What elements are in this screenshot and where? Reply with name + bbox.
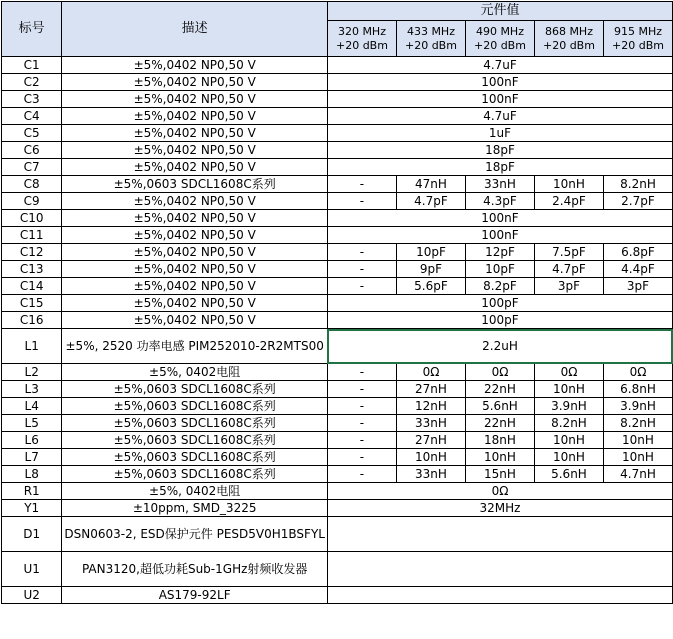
cell-value-band-2[interactable]: 4.7pF — [396, 193, 465, 210]
table-row — [2, 295, 673, 312]
header-band-5[interactable] — [603, 21, 672, 57]
cell-description[interactable]: ±5%,0402 NP0,50 V — [62, 125, 328, 142]
header-band-2[interactable] — [396, 21, 465, 57]
bom-table-wrapper — [1, 1, 673, 604]
cell-value-all-bands[interactable]: 18pF — [327, 159, 672, 176]
cell-value-band-1[interactable]: - — [327, 261, 396, 278]
cell-description[interactable]: ±5%,0603 SDCL1608C系列 — [62, 176, 328, 193]
cell-value-band-4[interactable]: 7.5pF — [534, 244, 603, 261]
table-row — [2, 398, 673, 415]
cell-id[interactable]: C16 — [2, 312, 62, 329]
table-row — [2, 466, 673, 483]
band-frequency: 320 MHz — [337, 24, 386, 38]
cell-id[interactable]: C8 — [2, 176, 62, 193]
table-row — [2, 108, 673, 125]
cell-id[interactable]: C9 — [2, 193, 62, 210]
cell-description[interactable]: ±5%,0402 NP0,50 V — [62, 312, 328, 329]
table-row — [2, 210, 673, 227]
cell-description[interactable]: ±5%,0402 NP0,50 V — [62, 74, 328, 91]
table-row — [2, 125, 673, 142]
cell-id[interactable]: C13 — [2, 261, 62, 278]
table-body — [2, 57, 673, 604]
cell-value-band-3[interactable]: 4.3pF — [465, 193, 534, 210]
cell-value-band-5[interactable]: 3.9nH — [603, 398, 672, 415]
cell-id[interactable]: U2 — [2, 587, 62, 604]
cell-description[interactable]: ±10ppm, SMD_3225 — [62, 500, 328, 517]
cell-value-band-4[interactable]: 10nH — [534, 449, 603, 466]
table-row — [2, 329, 673, 364]
cell-value-band-4[interactable]: 3.9nH — [534, 398, 603, 415]
cell-value-band-5[interactable]: 0Ω — [603, 364, 672, 381]
cell-value-band-5[interactable]: 4.4pF — [603, 261, 672, 278]
table-row — [2, 364, 673, 381]
header-id[interactable]: 标号 — [2, 2, 62, 57]
cell-description[interactable]: ±5%,0402 NP0,50 V — [62, 295, 328, 312]
cell-description[interactable]: ±5%,0402 NP0,50 V — [62, 227, 328, 244]
cell-value-band-4[interactable]: 10nH — [534, 176, 603, 193]
table-row — [2, 261, 673, 278]
cell-value-band-3[interactable]: 10nH — [465, 449, 534, 466]
cell-value-band-1[interactable]: - — [327, 176, 396, 193]
table-row — [2, 432, 673, 449]
cell-value-band-1[interactable]: - — [327, 244, 396, 261]
cell-value-band-3[interactable]: 18nH — [465, 432, 534, 449]
table-row — [2, 517, 673, 552]
cell-id[interactable]: C6 — [2, 142, 62, 159]
cell-id[interactable]: C15 — [2, 295, 62, 312]
table-row — [2, 587, 673, 604]
cell-value-band-5[interactable]: 10nH — [603, 449, 672, 466]
cell-description[interactable]: ±5%,0402 NP0,50 V — [62, 108, 328, 125]
cell-description[interactable]: ±5%,0402 NP0,50 V — [62, 159, 328, 176]
cell-description[interactable]: ±5%,0402 NP0,50 V — [62, 261, 328, 278]
table-row — [2, 142, 673, 159]
bom-table — [1, 1, 673, 604]
cell-id[interactable]: C5 — [2, 125, 62, 142]
cell-description[interactable]: ±5%,0402 NP0,50 V — [62, 193, 328, 210]
cell-value-band-2[interactable]: 10pF — [396, 244, 465, 261]
cell-value-all-bands[interactable]: 0Ω — [327, 483, 672, 500]
cell-id[interactable]: C12 — [2, 244, 62, 261]
cell-description[interactable]: PAN3120,超低功耗Sub-1GHz射频收发器 — [62, 552, 328, 587]
cell-description[interactable]: AS179-92LF — [62, 587, 328, 604]
cell-id[interactable]: L5 — [2, 415, 62, 432]
table-row — [2, 552, 673, 587]
cell-value-band-4[interactable]: 10nH — [534, 381, 603, 398]
cell-description[interactable]: ±5%,0603 SDCL1608C系列 — [62, 449, 328, 466]
cell-value-band-5[interactable]: 8.2nH — [603, 176, 672, 193]
cell-value-all-bands[interactable]: 4.7uF — [327, 57, 672, 74]
cell-value-band-3[interactable]: 22nH — [465, 415, 534, 432]
cell-id[interactable]: L4 — [2, 398, 62, 415]
cell-value-band-5[interactable]: 10nH — [603, 432, 672, 449]
cell-value-band-1[interactable]: - — [327, 193, 396, 210]
cell-value-band-2[interactable]: 33nH — [396, 415, 465, 432]
cell-value-band-1[interactable]: - — [327, 381, 396, 398]
cell-value-band-2[interactable]: 27nH — [396, 432, 465, 449]
cell-value-band-2[interactable]: 9pF — [396, 261, 465, 278]
cell-id[interactable]: U1 — [2, 552, 62, 587]
band-power: +20 dBm — [335, 38, 388, 52]
table-row — [2, 193, 673, 210]
table-row — [2, 91, 673, 108]
cell-value-all-bands[interactable]: 100nF — [327, 91, 672, 108]
cell-description[interactable]: ±5%,0603 SDCL1608C系列 — [62, 415, 328, 432]
band-power: +20 dBm — [473, 38, 526, 52]
cell-value-all-bands[interactable]: 1uF — [327, 125, 672, 142]
cell-value-band-1[interactable]: - — [327, 364, 396, 381]
cell-value-band-4[interactable]: 0Ω — [534, 364, 603, 381]
cell-value-all-bands[interactable]: 100nF — [327, 210, 672, 227]
cell-description[interactable]: ±5%,0402 NP0,50 V — [62, 210, 328, 227]
cell-value-band-4[interactable]: 10nH — [534, 432, 603, 449]
cell-value-all-bands[interactable]: 18pF — [327, 142, 672, 159]
cell-value-band-2[interactable]: 33nH — [396, 466, 465, 483]
cell-value-band-1[interactable]: - — [327, 415, 396, 432]
band-frequency: 868 MHz — [544, 24, 593, 38]
cell-value-all-bands[interactable]: 100nF — [327, 74, 672, 91]
table-row — [2, 449, 673, 466]
cell-description[interactable]: ±5%,0603 SDCL1608C系列 — [62, 432, 328, 449]
cell-value-band-5[interactable]: 6.8nH — [603, 381, 672, 398]
cell-value-band-5[interactable]: 4.7nH — [603, 466, 672, 483]
cell-value-band-2[interactable]: 10nH — [396, 449, 465, 466]
table-row — [2, 312, 673, 329]
header-band-3[interactable] — [465, 21, 534, 57]
cell-value-all-bands[interactable]: 100pF — [327, 312, 672, 329]
cell-value-band-3[interactable]: 15nH — [465, 466, 534, 483]
cell-id[interactable]: C11 — [2, 227, 62, 244]
cell-value-band-3[interactable]: 10pF — [465, 261, 534, 278]
header-band-1[interactable] — [327, 21, 396, 57]
cell-description[interactable]: ±5%,0603 SDCL1608C系列 — [62, 398, 328, 415]
cell-value-band-3[interactable]: 33nH — [465, 176, 534, 193]
cell-id[interactable]: L6 — [2, 432, 62, 449]
cell-value-all-bands[interactable]: 4.7uF — [327, 108, 672, 125]
cell-value-band-2[interactable]: 27nH — [396, 381, 465, 398]
cell-value-band-4[interactable]: 3pF — [534, 278, 603, 295]
cell-value-band-2[interactable]: 12nH — [396, 398, 465, 415]
cell-description[interactable]: ±5%,0603 SDCL1608C系列 — [62, 381, 328, 398]
cell-id[interactable]: L2 — [2, 364, 62, 381]
cell-value-band-4[interactable]: 4.7pF — [534, 261, 603, 278]
cell-description[interactable]: ±5%, 2520 功率电感 PIM252010-2R2MTS00 — [62, 329, 328, 364]
cell-value-band-4[interactable]: 5.6nH — [534, 466, 603, 483]
cell-id[interactable]: L7 — [2, 449, 62, 466]
cell-description[interactable]: ±5%,0402 NP0,50 V — [62, 57, 328, 74]
cell-id[interactable]: C1 — [2, 57, 62, 74]
cell-description[interactable]: ±5%,0603 SDCL1608C系列 — [62, 466, 328, 483]
table-row — [2, 244, 673, 261]
cell-description[interactable]: ±5%, 0402电阻 — [62, 364, 328, 381]
cell-value-band-2[interactable]: 0Ω — [396, 364, 465, 381]
cell-value-band-5[interactable]: 6.8pF — [603, 244, 672, 261]
cell-description[interactable]: ±5%,0402 NP0,50 V — [62, 278, 328, 295]
cell-value-all-bands[interactable]: 2.2uH — [327, 329, 672, 364]
cell-id[interactable]: L1 — [2, 329, 62, 364]
cell-id[interactable]: C14 — [2, 278, 62, 295]
header-band-4[interactable] — [534, 21, 603, 57]
table-row — [2, 381, 673, 398]
cell-id[interactable]: C3 — [2, 91, 62, 108]
header-value-group[interactable]: 元件值 — [327, 2, 672, 21]
cell-value-band-1[interactable]: - — [327, 449, 396, 466]
band-power: +20 dBm — [404, 38, 457, 52]
table-row — [2, 278, 673, 295]
cell-value-band-5[interactable]: 8.2nH — [603, 415, 672, 432]
cell-id[interactable]: L3 — [2, 381, 62, 398]
cell-value-all-bands[interactable]: 100nF — [327, 227, 672, 244]
cell-value-band-2[interactable]: 47nH — [396, 176, 465, 193]
cell-value-band-1[interactable]: - — [327, 398, 396, 415]
cell-value-band-5[interactable]: 3pF — [603, 278, 672, 295]
cell-value-band-3[interactable]: 0Ω — [465, 364, 534, 381]
cell-value-band-4[interactable]: 8.2nH — [534, 415, 603, 432]
cell-value-band-1[interactable]: - — [327, 466, 396, 483]
cell-description[interactable]: ±5%,0402 NP0,50 V — [62, 244, 328, 261]
cell-id[interactable]: R1 — [2, 483, 62, 500]
cell-value-all-bands[interactable] — [327, 587, 672, 604]
cell-value-band-3[interactable]: 8.2pF — [465, 278, 534, 295]
cell-description[interactable]: ±5%,0402 NP0,50 V — [62, 142, 328, 159]
cell-value-all-bands[interactable]: 32MHz — [327, 500, 672, 517]
table-row — [2, 227, 673, 244]
band-power: +20 dBm — [542, 38, 595, 52]
cell-id[interactable]: C7 — [2, 159, 62, 176]
table-row — [2, 483, 673, 500]
table-row — [2, 500, 673, 517]
cell-value-all-bands[interactable] — [327, 552, 672, 587]
table-row — [2, 415, 673, 432]
cell-id[interactable]: D1 — [2, 517, 62, 552]
cell-value-band-3[interactable]: 5.6nH — [465, 398, 534, 415]
table-row — [2, 57, 673, 74]
header-description[interactable]: 描述 — [62, 2, 328, 57]
cell-value-all-bands[interactable]: 100pF — [327, 295, 672, 312]
band-power: +20 dBm — [612, 38, 664, 52]
cell-value-band-2[interactable]: 5.6pF — [396, 278, 465, 295]
band-frequency: 490 MHz — [475, 24, 524, 38]
cell-id[interactable]: L8 — [2, 466, 62, 483]
cell-value-band-1[interactable]: - — [327, 432, 396, 449]
cell-id[interactable]: C2 — [2, 74, 62, 91]
table-row — [2, 74, 673, 91]
table-header — [2, 2, 673, 57]
cell-description[interactable]: DSN0603-2, ESD保护元件 PESD5V0H1BSFYL — [62, 517, 328, 552]
cell-value-band-3[interactable]: 22nH — [465, 381, 534, 398]
cell-value-band-3[interactable]: 12pF — [465, 244, 534, 261]
cell-description[interactable]: ±5%,0402 NP0,50 V — [62, 91, 328, 108]
table-row — [2, 176, 673, 193]
table-row — [2, 159, 673, 176]
cell-value-all-bands[interactable] — [327, 517, 672, 552]
band-frequency: 915 MHz — [613, 24, 662, 38]
cell-id[interactable]: C4 — [2, 108, 62, 125]
cell-id[interactable]: C10 — [2, 210, 62, 227]
cell-value-band-5[interactable]: 2.7pF — [603, 193, 672, 210]
band-frequency: 433 MHz — [406, 24, 455, 38]
cell-description[interactable]: ±5%, 0402电阻 — [62, 483, 328, 500]
cell-value-band-4[interactable]: 2.4pF — [534, 193, 603, 210]
cell-value-band-1[interactable]: - — [327, 278, 396, 295]
cell-id[interactable]: Y1 — [2, 500, 62, 517]
